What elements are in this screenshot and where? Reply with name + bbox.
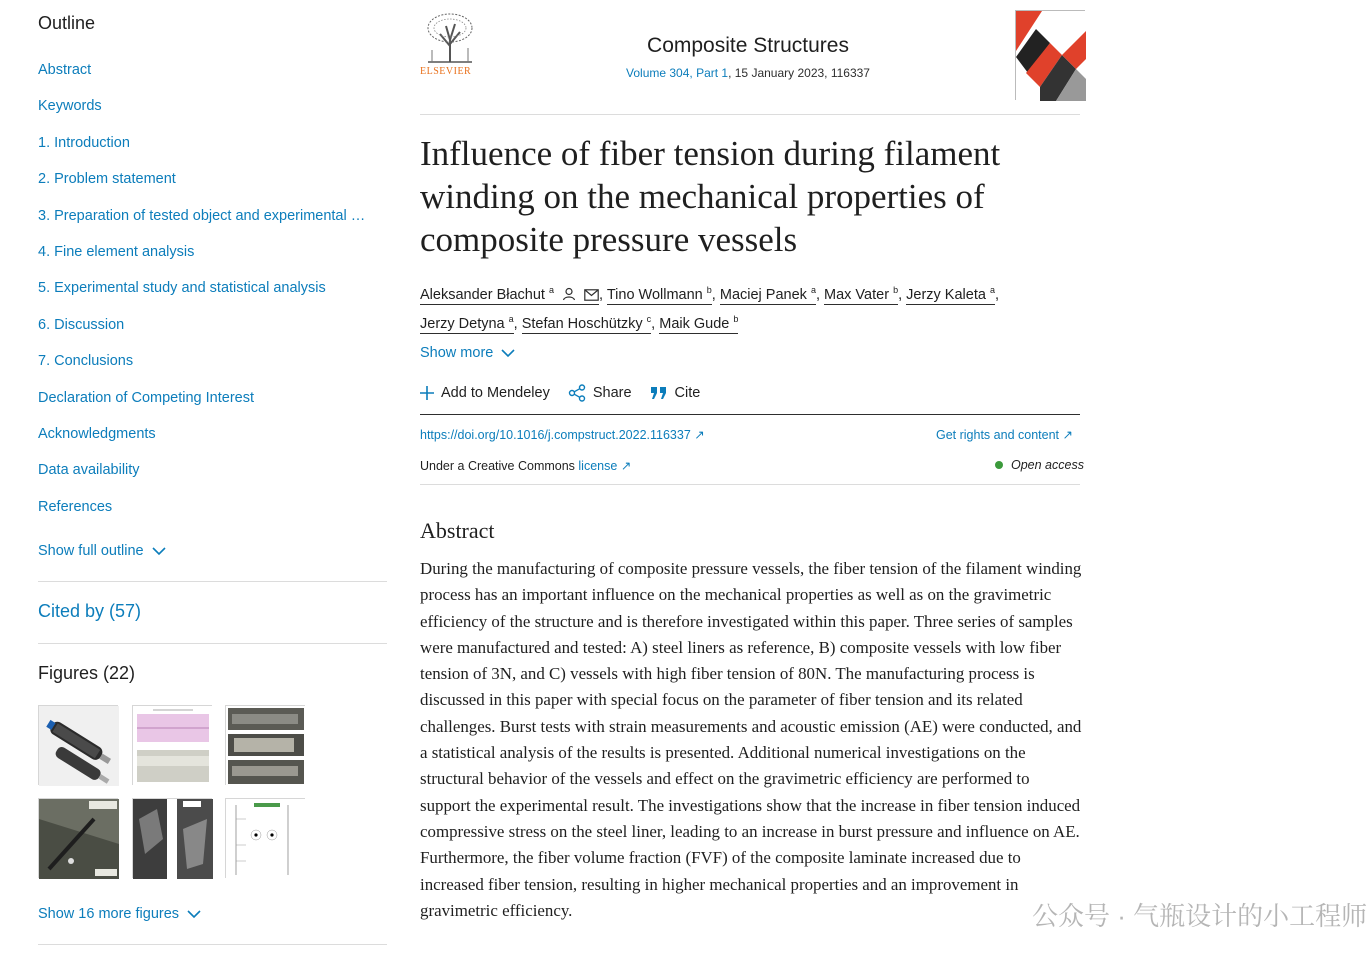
outline-item-fine-element[interactable]: 4. Fine element analysis [38,243,195,260]
person-icon [562,287,576,301]
cite-label: Cite [674,385,701,401]
open-access-badge [995,458,1084,472]
outline-item-acknowledgments[interactable]: Acknowledgments [38,425,156,442]
watermark-text: 公众号 · 气瓶设计的小工程师 [1032,901,1367,931]
show-more-figures-button[interactable] [38,906,201,922]
author-name: Stefan Hoschützky [521,315,643,332]
add-to-mendeley-button[interactable] [420,385,550,401]
outline-title: Outline [38,13,96,33]
outline-item-references[interactable]: References [38,498,113,515]
outline-item-problem-statement[interactable]: 2. Problem statement [38,171,176,188]
outline-item-competing-interest[interactable]: Declaration of Competing Interest [38,389,254,406]
outline-item-abstract[interactable]: Abstract [38,62,92,78]
author-affiliation: c [646,313,652,324]
outline-sidebar [0,0,400,961]
actions-divider [420,414,1080,415]
open-access-dot-icon [995,461,1003,469]
chevron-down-icon [152,547,166,556]
author-name: Aleksander Błachut [420,286,545,303]
license-divider [420,484,1080,485]
doi-text: https://doi.org/10.1016/j.compstruct.2022.116337 [420,428,691,442]
author-affiliation: a [508,313,514,324]
outline-item-keywords[interactable]: Keywords [38,98,102,115]
license-prefix: Under a Creative Commons [420,459,579,473]
author-name: Maciej Panek [719,286,807,303]
share-icon [568,384,586,402]
license-link[interactable]: license [578,459,618,473]
journal-cover-image[interactable] [1015,10,1085,100]
abstract-text: During the manufacturing of composite pressure vessels, the fiber tension of the filament winding process has an important influence on the mechanical properties as well as on the gravimetric efficiency of the structure and is therefore investigated within this paper. Three series of samples were manufactured and tested: A) steel liners as reference, B) composite vessels with low fiber tension of 3N, and C) vessels with high fiber tension of 80N. The manufacturing process is discussed in this paper with special focus on the parameter of fiber tension and its related challenges. Burst tests with strain measurements and acoustic emission (AE) were conducted, and a statistical analysis of the results is presented. Additional numerical investigations on the structural behavior of the vessels and effect on the gravimetric efficiency are performed to support the experimental result. The investigations show that the increase in fiber tension induced compressive stress on the steel liner, leading to an increase in burst pressure and influence on AE. Furthermore, the fiber volume fraction (FVF) of the composite laminate increased due to increased fiber tension, resulting in higher mechanical properties and an improvement in gravimetric efficiency. [420,559,1082,920]
figures-title: Figures (22) [38,663,136,683]
rights-text: Get rights and content [936,428,1059,442]
author-name: Max Vater [824,286,890,303]
abstract-heading: Abstract [420,518,495,543]
external-link-icon: ↗ [694,428,705,442]
author-affiliation: b [893,285,899,295]
author-affiliation: a [810,285,816,295]
license-line [420,458,631,473]
author-link[interactable] [659,313,739,334]
sidebar-divider [38,944,387,945]
article-main [420,0,1367,961]
figure-thumbnail-1[interactable] [38,705,118,785]
outline-item-preparation[interactable]: 3. Preparation of tested object and experimental … [38,207,366,224]
show-more-figures-label: Show 16 more figures [38,906,180,922]
figure-thumbnail-6[interactable] [225,798,305,878]
author-link[interactable] [607,287,712,305]
share-label: Share [592,385,632,401]
show-full-outline-button[interactable] [38,543,166,559]
quote-icon [650,386,668,400]
show-more-button[interactable] [420,345,515,361]
wechat-watermark [1032,896,1367,933]
get-rights-link[interactable] [936,427,1073,442]
mendeley-label: Add to Mendeley [441,385,550,401]
publisher-name: ELSEVIER [420,66,472,77]
header-divider [420,114,1080,115]
show-full-outline-label: Show full outline [38,543,144,559]
author-list: Aleksander Błachut $^a$ , Tino Wollmann $^b$, Maciej Panek $^a$, Max Vater $^b$, Jerzy Kaleta $^a$, Jerzy Detyna $^a$, Stefan Hoschützky $^c$, Maik Gude $^b$ [420,285,1000,332]
author-name: Jerzy Detyna [420,315,505,332]
author-link[interactable] [420,313,514,334]
external-link-icon: ↗ [620,459,632,473]
author-affiliation: a [548,285,554,295]
journal-title[interactable]: Composite Structures [647,34,849,57]
author-name: Tino Wollmann [606,286,703,303]
author-name: Jerzy Kaleta [906,286,986,303]
figure-thumbnail-3[interactable] [225,705,305,785]
plus-icon [420,386,434,400]
cited-by-link[interactable]: Cited by (57) [38,601,142,621]
chevron-down-icon [501,349,515,358]
article-title: Influence of fiber tension during filament winding on the mechanical properties of composite pressure vessels [420,134,1001,259]
doi-link[interactable] [420,427,705,442]
figure-thumbnail-5[interactable] [132,798,212,878]
author-link[interactable] [521,313,652,334]
sidebar-divider [38,581,387,582]
author-link[interactable] [420,287,599,305]
share-button[interactable] [568,384,632,402]
outline-item-experimental-study[interactable]: 5. Experimental study and statistical analysis [38,280,326,297]
outline-item-data-availability[interactable]: Data availability [38,462,140,479]
author-affiliation: b [733,313,739,324]
volume-date: , 15 January 2023, 116337 [728,66,870,80]
outline-list [38,62,384,535]
article-actions [420,384,718,402]
sidebar-divider [38,643,387,644]
volume-link[interactable]: Volume 304, Part 1 [626,66,729,80]
outline-item-discussion[interactable]: 6. Discussion [38,316,125,333]
volume-info [548,66,948,80]
figure-thumbnail-4[interactable] [38,798,118,878]
show-more-label: Show more [420,345,494,361]
author-link[interactable] [720,287,816,305]
author-name: Maik Gude [659,315,730,332]
external-link-icon: ↗ [1062,428,1073,442]
author-link[interactable] [906,287,995,305]
author-affiliation: a [989,285,995,295]
outline-item-introduction[interactable]: 1. Introduction [38,134,130,151]
outline-item-conclusions[interactable]: 7. Conclusions [38,353,134,370]
figure-thumbnail-2[interactable] [132,705,212,785]
open-access-label: Open access [1011,458,1084,472]
author-link[interactable] [824,287,898,305]
chevron-down-icon [187,910,201,919]
cite-button[interactable] [650,385,701,401]
author-affiliation: b [706,285,712,295]
envelope-icon [584,289,599,301]
